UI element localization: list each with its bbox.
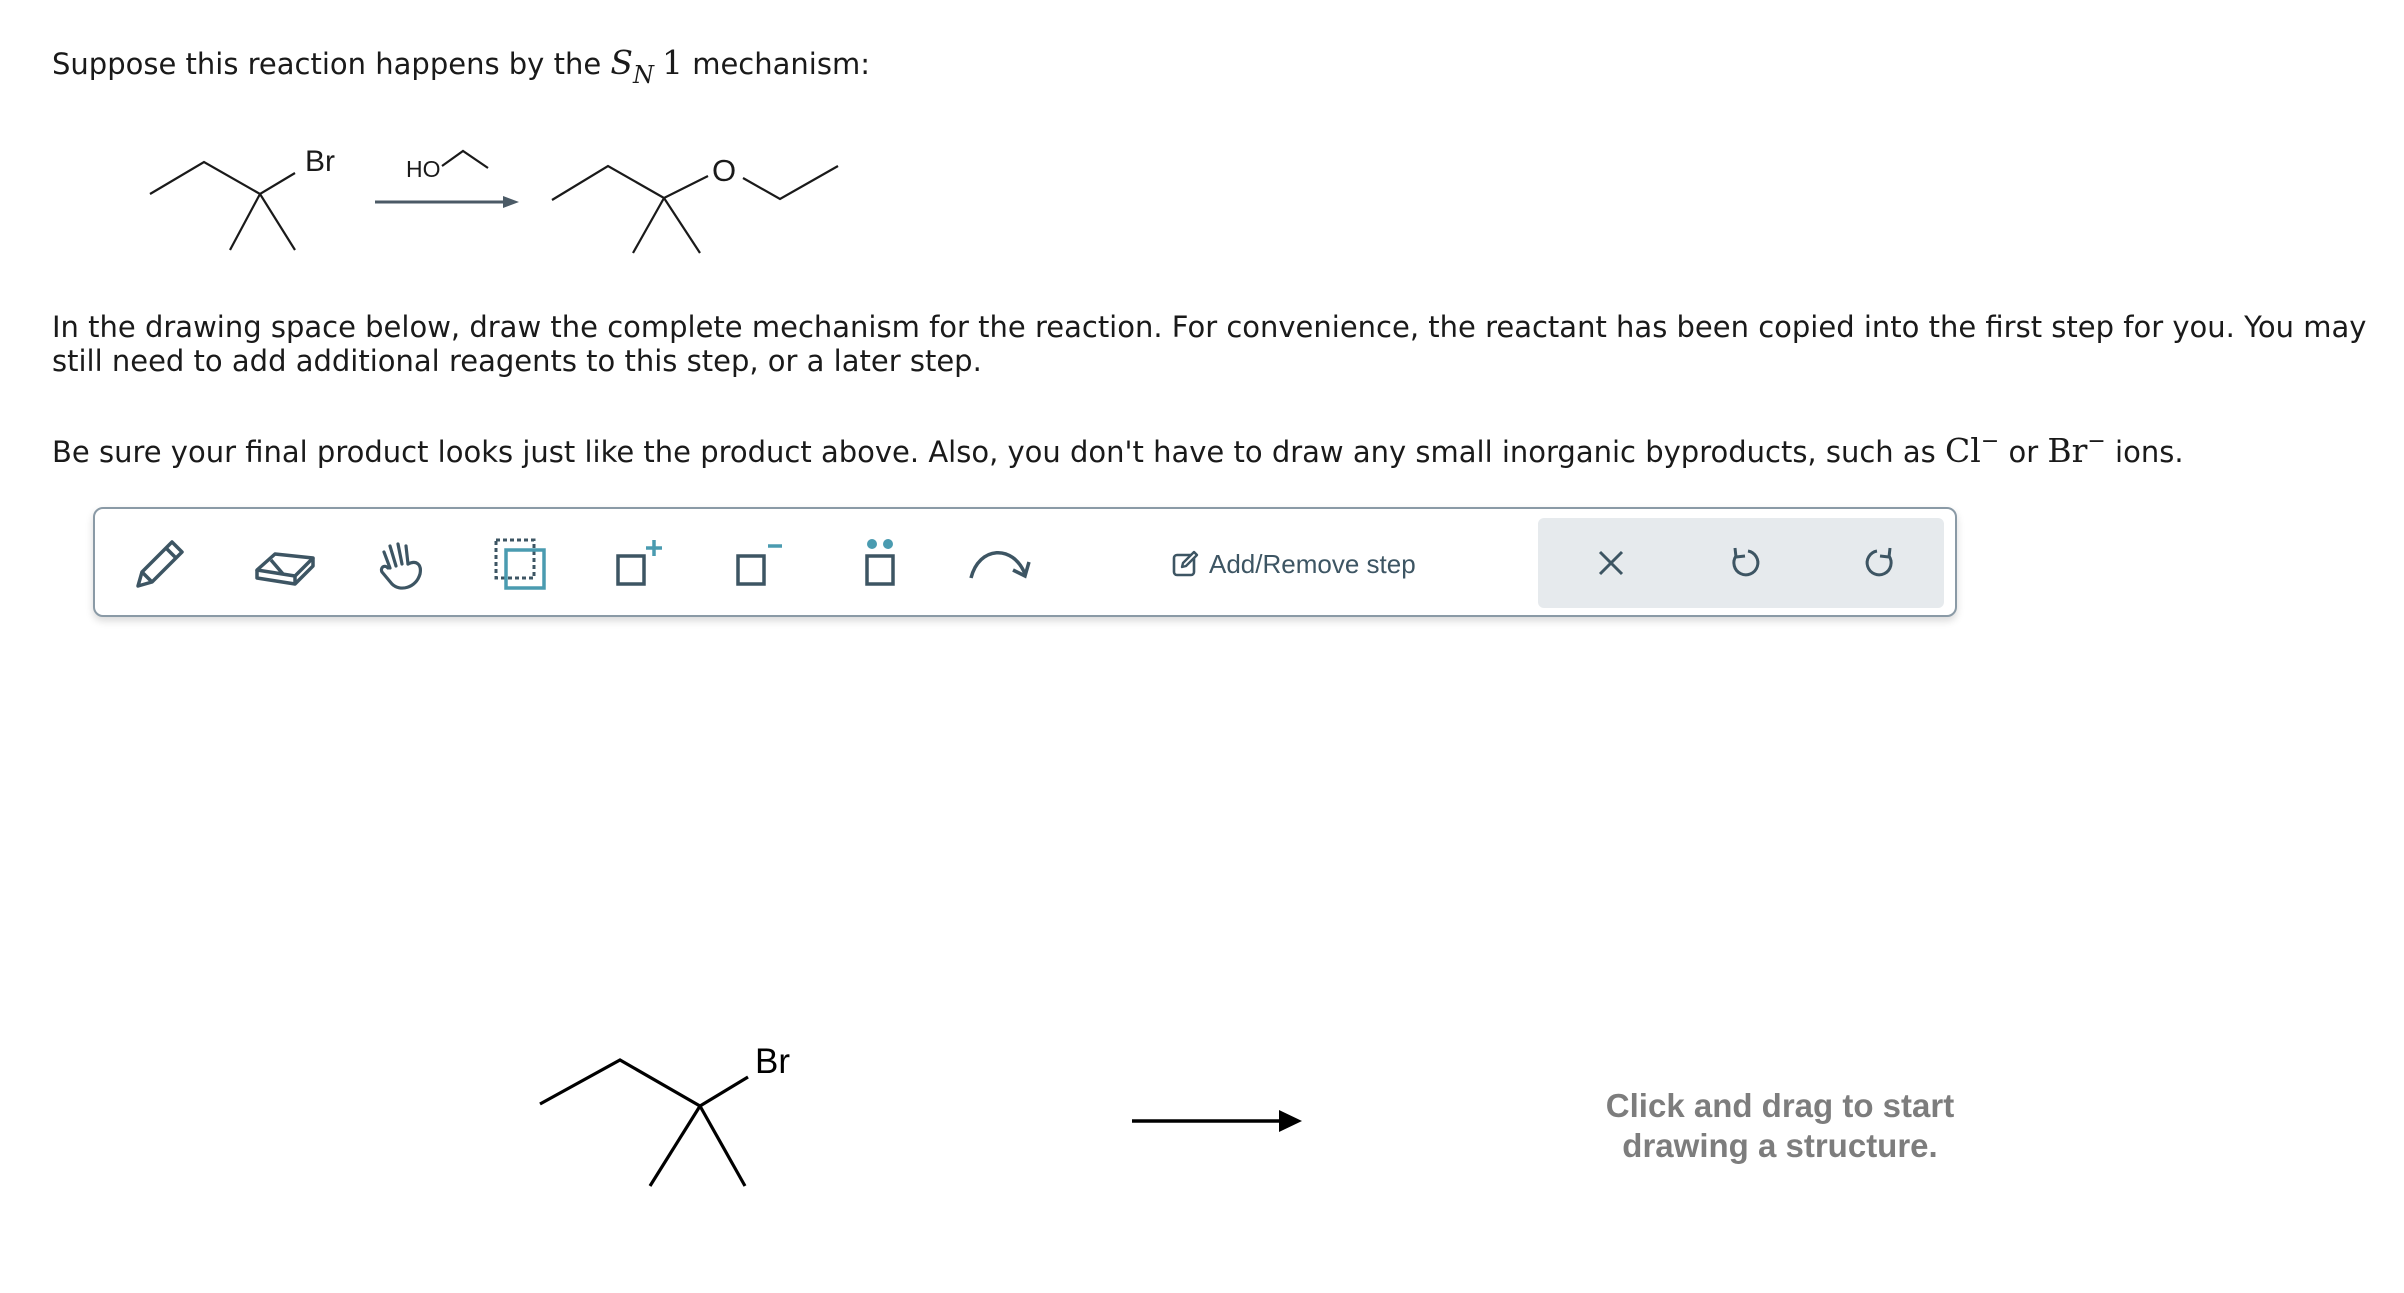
redo-icon[interactable] [1849,532,1911,594]
chloride-charge: − [1980,429,2000,454]
undo-icon[interactable] [1714,532,1776,594]
curved-arrow-icon[interactable] [965,529,1035,599]
hint-line-2: drawing a structure. [1622,1127,1938,1164]
note-text: Be sure your final product looks just like the product above. Also, you don't have to draw any small inorganic byproducts, such as [52,435,1946,469]
hand-icon[interactable] [365,529,435,599]
add-remove-step-label: Add/Remove step [1209,548,1416,579]
hint-line-1: Click and drag to start [1605,1087,1955,1124]
reactant-structure [150,162,295,250]
edit-icon [1171,550,1199,578]
sn-subscript: N [633,61,654,89]
bromide-charge: − [2087,429,2106,454]
reagent-ho-label: HO [406,156,441,182]
product-structure [552,166,838,253]
sn-symbol: S [610,43,633,82]
reaction-arrow [375,196,519,208]
bromide-ion: Br [2047,431,2088,470]
reactant-br-label: Br [305,145,335,178]
action-buttons [1538,518,1944,608]
pencil-icon[interactable] [125,529,195,599]
byproduct-note [52,425,2184,469]
lone-pair-icon[interactable] [845,529,915,599]
instruction-text: In the drawing space below, draw the complete mechanism for the reaction. For convenience, the reactant has been copied into the first step for you. You may still need to add additional reagents to this step, or a later step. [52,310,2367,378]
question-intro [52,43,870,92]
product-o-label: O [712,153,737,188]
intro-text-end: mechanism: [683,47,870,81]
add-remove-step-button[interactable] [1171,537,1416,591]
drawing-canvas[interactable] [0,630,2404,1293]
drawing-toolbar [93,507,1957,617]
select-box-icon[interactable] [485,529,555,599]
note-or: or [1999,435,2048,469]
sn-order: 1 [662,43,683,82]
add-charge-icon[interactable] [605,529,675,599]
remove-charge-icon[interactable] [725,529,795,599]
chloride-ion: Cl [1945,431,1981,470]
eraser-icon[interactable] [250,529,320,599]
note-text-end: ions. [2105,435,2184,469]
step1-br-label: Br [755,1042,790,1081]
reagent-ethyl [442,151,488,168]
canvas-hint[interactable] [1520,1086,2040,1166]
intro-text: Suppose this reaction happens by the [52,47,611,81]
close-icon[interactable] [1580,532,1642,594]
